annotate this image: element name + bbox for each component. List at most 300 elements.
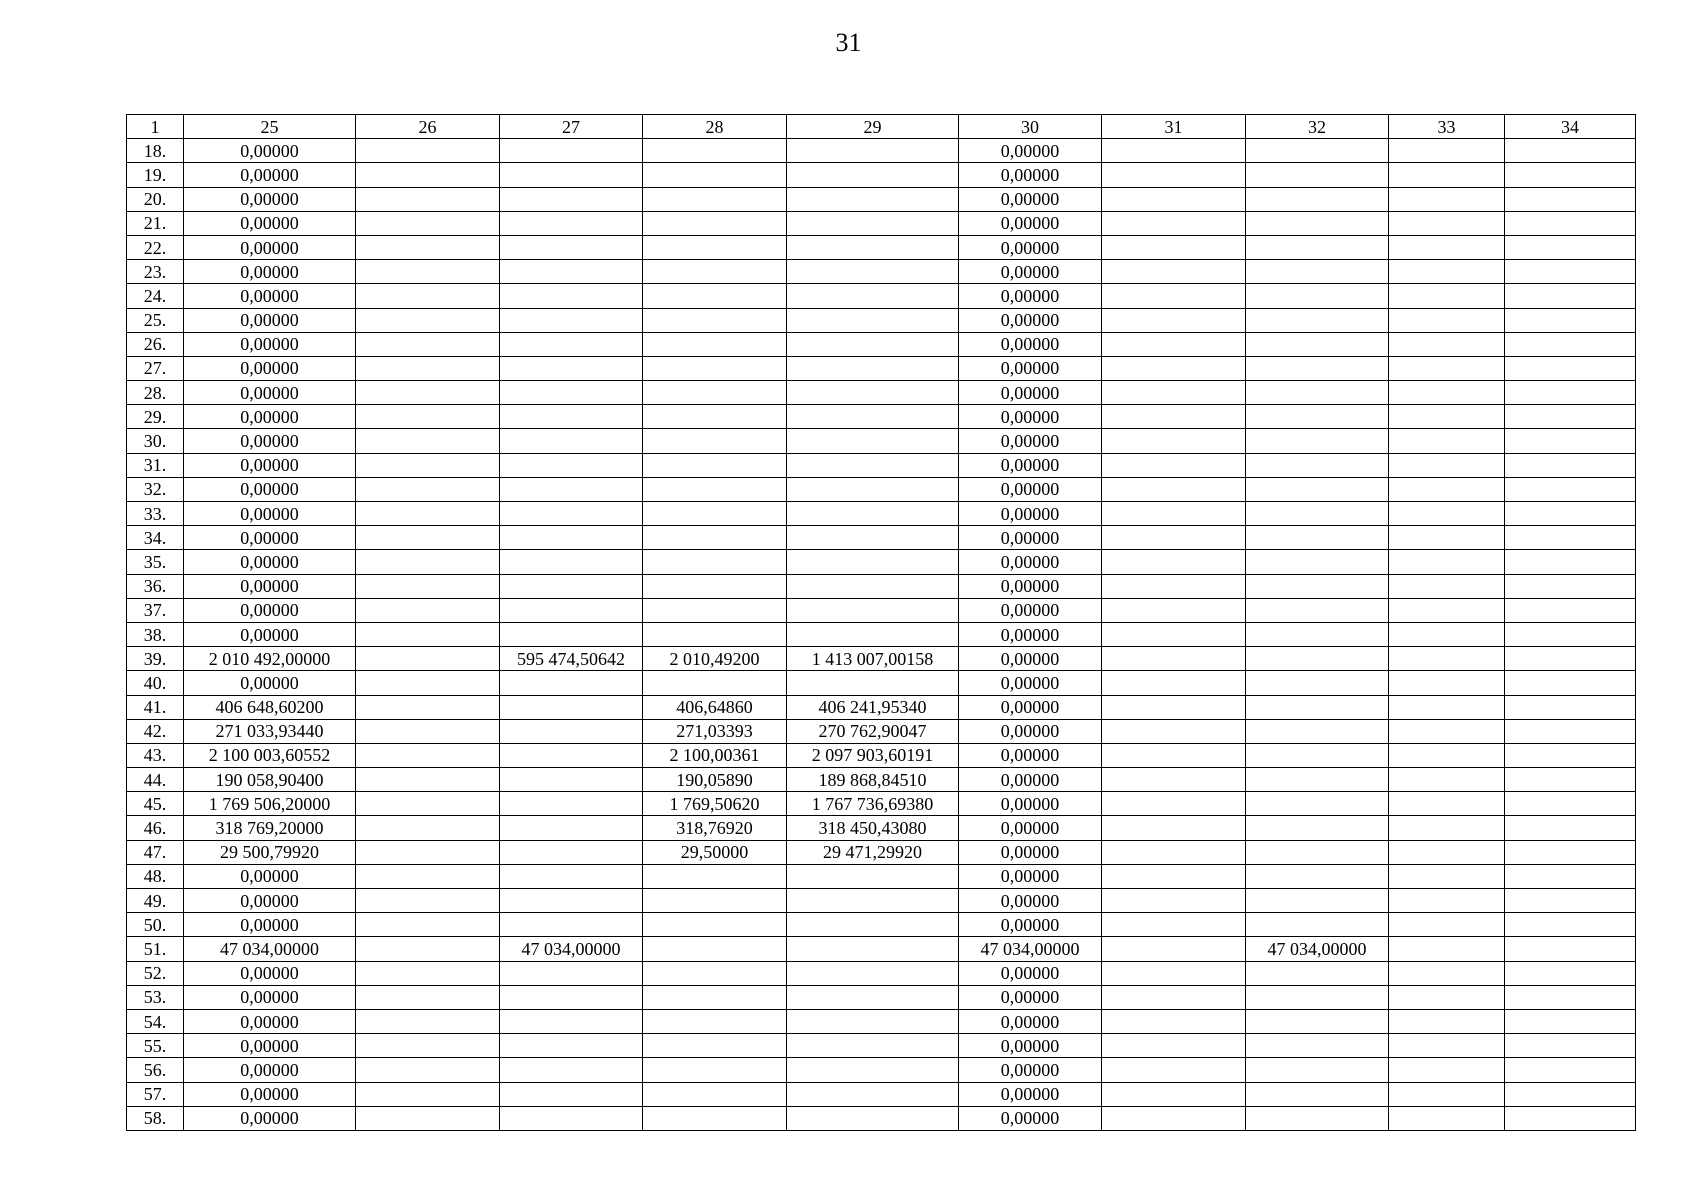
table-cell xyxy=(643,332,787,356)
table-cell xyxy=(787,502,959,526)
table-cell xyxy=(356,768,500,792)
table-cell: 47 034,00000 xyxy=(184,937,356,961)
table-cell: 406 241,95340 xyxy=(787,695,959,719)
table-cell xyxy=(1505,671,1636,695)
table-cell xyxy=(1505,719,1636,743)
table-cell: 0,00000 xyxy=(184,1034,356,1058)
table-cell xyxy=(500,1106,643,1130)
table-row xyxy=(127,937,1636,961)
table-cell xyxy=(1246,574,1389,598)
table-cell xyxy=(1389,647,1505,671)
table-cell xyxy=(1102,356,1246,380)
table-row xyxy=(127,719,1636,743)
table-cell: 0,00000 xyxy=(959,913,1102,937)
table-cell xyxy=(643,550,787,574)
table-cell xyxy=(643,308,787,332)
table-cell xyxy=(356,284,500,308)
table-cell xyxy=(1389,985,1505,1009)
table-cell xyxy=(356,332,500,356)
table-cell xyxy=(1389,1058,1505,1082)
table-cell xyxy=(1505,1009,1636,1033)
table-row xyxy=(127,405,1636,429)
table-cell: 318 769,20000 xyxy=(184,816,356,840)
table-cell xyxy=(356,526,500,550)
table-cell xyxy=(1102,671,1246,695)
table-cell xyxy=(1102,768,1246,792)
table-row xyxy=(127,332,1636,356)
table-cell xyxy=(500,985,643,1009)
table-cell xyxy=(1389,913,1505,937)
table-cell: 0,00000 xyxy=(959,405,1102,429)
table-cell: 0,00000 xyxy=(959,840,1102,864)
table-cell: 0,00000 xyxy=(959,574,1102,598)
table-cell: 0,00000 xyxy=(184,211,356,235)
table-cell xyxy=(1389,768,1505,792)
table-row xyxy=(127,816,1636,840)
table-cell xyxy=(500,477,643,501)
table-cell xyxy=(787,405,959,429)
row-number-cell: 53. xyxy=(127,985,184,1009)
table-cell xyxy=(1246,961,1389,985)
table-cell xyxy=(1102,1034,1246,1058)
table-cell xyxy=(1505,332,1636,356)
table-row xyxy=(127,695,1636,719)
table-row xyxy=(127,1058,1636,1082)
table-cell xyxy=(787,1009,959,1033)
table-cell xyxy=(500,356,643,380)
table-cell xyxy=(1246,308,1389,332)
table-cell xyxy=(787,332,959,356)
table-cell xyxy=(1389,308,1505,332)
row-number-cell: 47. xyxy=(127,840,184,864)
table-cell xyxy=(356,840,500,864)
table-cell xyxy=(500,743,643,767)
table-cell xyxy=(1389,743,1505,767)
table-cell xyxy=(1102,211,1246,235)
table-cell xyxy=(1246,477,1389,501)
table-cell xyxy=(1389,284,1505,308)
row-number-cell: 36. xyxy=(127,574,184,598)
table-row xyxy=(127,840,1636,864)
table-cell xyxy=(1246,405,1389,429)
table-cell xyxy=(1505,840,1636,864)
table-cell xyxy=(500,816,643,840)
table-cell xyxy=(500,1009,643,1033)
table-row xyxy=(127,356,1636,380)
table-cell: 0,00000 xyxy=(959,550,1102,574)
table-cell xyxy=(1505,647,1636,671)
table-cell xyxy=(643,211,787,235)
table-cell xyxy=(643,356,787,380)
table-cell xyxy=(1505,187,1636,211)
table-cell xyxy=(787,453,959,477)
table-cell: 190,05890 xyxy=(643,768,787,792)
table-cell xyxy=(1246,502,1389,526)
table-cell xyxy=(500,405,643,429)
table-cell xyxy=(356,1106,500,1130)
table-cell xyxy=(356,381,500,405)
table-cell xyxy=(1505,381,1636,405)
table-cell xyxy=(1246,622,1389,646)
table-cell xyxy=(643,913,787,937)
table-cell xyxy=(1389,260,1505,284)
table-cell xyxy=(500,695,643,719)
table-cell xyxy=(356,550,500,574)
row-number-cell: 38. xyxy=(127,622,184,646)
table-cell xyxy=(356,985,500,1009)
table-cell: 406,64860 xyxy=(643,695,787,719)
table-cell xyxy=(1246,743,1389,767)
table-cell: 0,00000 xyxy=(184,429,356,453)
table-cell: 0,00000 xyxy=(184,622,356,646)
table-cell xyxy=(1246,260,1389,284)
table-cell xyxy=(1389,453,1505,477)
table-cell xyxy=(643,1106,787,1130)
table-cell: 318,76920 xyxy=(643,816,787,840)
column-header: 30 xyxy=(959,115,1102,139)
table-cell xyxy=(1389,526,1505,550)
table-cell xyxy=(500,671,643,695)
table-cell: 0,00000 xyxy=(959,961,1102,985)
row-number-cell: 24. xyxy=(127,284,184,308)
table-cell xyxy=(500,332,643,356)
table-cell xyxy=(1102,961,1246,985)
table-cell: 2 100 003,60552 xyxy=(184,743,356,767)
table-cell xyxy=(1102,284,1246,308)
table-cell xyxy=(1389,695,1505,719)
table-cell xyxy=(356,913,500,937)
column-header: 26 xyxy=(356,115,500,139)
table-row xyxy=(127,308,1636,332)
table-cell xyxy=(1389,1082,1505,1106)
table-cell xyxy=(1505,163,1636,187)
table-cell: 0,00000 xyxy=(184,381,356,405)
table-cell: 29,50000 xyxy=(643,840,787,864)
table-cell xyxy=(1505,356,1636,380)
table-row xyxy=(127,1082,1636,1106)
table-cell xyxy=(1102,260,1246,284)
table-cell xyxy=(1389,671,1505,695)
table-cell xyxy=(1505,502,1636,526)
table-cell xyxy=(1102,792,1246,816)
table-cell xyxy=(1102,1082,1246,1106)
row-number-cell: 23. xyxy=(127,260,184,284)
table-cell: 0,00000 xyxy=(184,550,356,574)
table-cell xyxy=(1505,574,1636,598)
table-cell xyxy=(1505,889,1636,913)
table-cell xyxy=(1246,1082,1389,1106)
table-cell xyxy=(787,937,959,961)
table-cell xyxy=(1102,163,1246,187)
column-header: 1 xyxy=(127,115,184,139)
table-cell xyxy=(1505,622,1636,646)
table-cell xyxy=(1505,260,1636,284)
row-number-cell: 39. xyxy=(127,647,184,671)
row-number-cell: 58. xyxy=(127,1106,184,1130)
table-cell xyxy=(1505,284,1636,308)
table-cell: 0,00000 xyxy=(184,235,356,259)
table-cell xyxy=(1102,695,1246,719)
row-number-cell: 45. xyxy=(127,792,184,816)
table-cell xyxy=(1246,1009,1389,1033)
table-cell: 0,00000 xyxy=(959,1082,1102,1106)
table-cell xyxy=(787,308,959,332)
table-row xyxy=(127,260,1636,284)
table-cell: 1 767 736,69380 xyxy=(787,792,959,816)
row-number-cell: 22. xyxy=(127,235,184,259)
row-number-cell: 50. xyxy=(127,913,184,937)
table-row xyxy=(127,477,1636,501)
table-cell xyxy=(1102,381,1246,405)
table-row xyxy=(127,622,1636,646)
table-cell: 0,00000 xyxy=(959,477,1102,501)
row-number-cell: 37. xyxy=(127,598,184,622)
table-cell xyxy=(643,429,787,453)
table-cell: 0,00000 xyxy=(184,332,356,356)
table-cell xyxy=(500,308,643,332)
table-row xyxy=(127,453,1636,477)
table-cell: 2 097 903,60191 xyxy=(787,743,959,767)
table-cell: 0,00000 xyxy=(959,622,1102,646)
table-cell xyxy=(1246,695,1389,719)
table-row xyxy=(127,768,1636,792)
table-cell xyxy=(1246,211,1389,235)
table-cell xyxy=(500,235,643,259)
table-cell xyxy=(787,477,959,501)
table-cell xyxy=(643,574,787,598)
row-number-cell: 35. xyxy=(127,550,184,574)
table-cell xyxy=(1102,453,1246,477)
table-cell xyxy=(500,526,643,550)
table-cell xyxy=(787,864,959,888)
table-cell xyxy=(500,792,643,816)
table-cell xyxy=(1246,598,1389,622)
table-cell xyxy=(787,961,959,985)
table-cell xyxy=(1505,792,1636,816)
table-cell xyxy=(1505,429,1636,453)
table-cell: 0,00000 xyxy=(184,598,356,622)
table-cell xyxy=(356,405,500,429)
table-cell xyxy=(1102,719,1246,743)
table-header-row xyxy=(127,115,1636,139)
table-cell xyxy=(500,502,643,526)
table-cell xyxy=(1389,1009,1505,1033)
table-cell xyxy=(1246,284,1389,308)
row-number-cell: 49. xyxy=(127,889,184,913)
table-cell xyxy=(1505,1058,1636,1082)
table-row xyxy=(127,1106,1636,1130)
table-cell xyxy=(1246,381,1389,405)
table-cell: 29 471,29920 xyxy=(787,840,959,864)
table-cell xyxy=(356,139,500,163)
table-cell xyxy=(500,889,643,913)
table-cell xyxy=(643,381,787,405)
row-number-cell: 32. xyxy=(127,477,184,501)
table-row xyxy=(127,913,1636,937)
table-cell xyxy=(356,1009,500,1033)
table-cell: 29 500,79920 xyxy=(184,840,356,864)
table-cell xyxy=(643,235,787,259)
table-cell: 0,00000 xyxy=(959,429,1102,453)
table-cell xyxy=(643,864,787,888)
row-number-cell: 31. xyxy=(127,453,184,477)
table-cell xyxy=(1389,381,1505,405)
table-cell: 0,00000 xyxy=(959,332,1102,356)
table-cell xyxy=(500,864,643,888)
row-number-cell: 29. xyxy=(127,405,184,429)
table-cell xyxy=(787,1082,959,1106)
table-row xyxy=(127,139,1636,163)
table-cell: 0,00000 xyxy=(184,308,356,332)
row-number-cell: 52. xyxy=(127,961,184,985)
table-cell: 0,00000 xyxy=(959,768,1102,792)
table-cell xyxy=(356,889,500,913)
table-cell: 0,00000 xyxy=(184,526,356,550)
table-cell xyxy=(787,187,959,211)
table-cell xyxy=(1389,405,1505,429)
table-cell xyxy=(356,1082,500,1106)
table-cell xyxy=(356,502,500,526)
table-row xyxy=(127,550,1636,574)
table-cell xyxy=(1505,405,1636,429)
table-cell xyxy=(643,163,787,187)
table-row xyxy=(127,381,1636,405)
table-row xyxy=(127,792,1636,816)
table-cell xyxy=(1505,816,1636,840)
table-cell xyxy=(356,743,500,767)
table-cell xyxy=(1505,695,1636,719)
table-cell xyxy=(1246,139,1389,163)
table-cell: 0,00000 xyxy=(184,913,356,937)
table-cell xyxy=(1102,913,1246,937)
table-cell xyxy=(1505,937,1636,961)
table-cell: 1 769,50620 xyxy=(643,792,787,816)
table-cell: 0,00000 xyxy=(959,1034,1102,1058)
table-cell xyxy=(1505,1082,1636,1106)
row-number-cell: 26. xyxy=(127,332,184,356)
table-cell: 0,00000 xyxy=(959,647,1102,671)
table-cell xyxy=(1389,502,1505,526)
table-cell: 2 010,49200 xyxy=(643,647,787,671)
table-cell xyxy=(643,477,787,501)
table-cell xyxy=(356,260,500,284)
table-cell: 189 868,84510 xyxy=(787,768,959,792)
column-header: 31 xyxy=(1102,115,1246,139)
table-cell: 0,00000 xyxy=(184,139,356,163)
table-cell xyxy=(787,574,959,598)
table-cell xyxy=(1102,332,1246,356)
table-cell xyxy=(500,381,643,405)
table-cell xyxy=(1246,550,1389,574)
table-row xyxy=(127,647,1636,671)
table-row xyxy=(127,864,1636,888)
table-cell xyxy=(356,477,500,501)
table-cell: 0,00000 xyxy=(959,235,1102,259)
table-row xyxy=(127,985,1636,1009)
table-cell: 0,00000 xyxy=(184,864,356,888)
table-cell xyxy=(643,502,787,526)
table-cell xyxy=(1389,332,1505,356)
table-cell: 0,00000 xyxy=(959,743,1102,767)
table-cell: 0,00000 xyxy=(959,163,1102,187)
table-cell: 318 450,43080 xyxy=(787,816,959,840)
table-cell xyxy=(1102,864,1246,888)
table-cell xyxy=(1246,235,1389,259)
table-row xyxy=(127,961,1636,985)
table-cell xyxy=(356,937,500,961)
table-cell xyxy=(500,719,643,743)
table-cell xyxy=(787,211,959,235)
data-table xyxy=(126,114,1636,1131)
table-cell xyxy=(1505,961,1636,985)
table-cell: 0,00000 xyxy=(959,211,1102,235)
table-cell xyxy=(1102,235,1246,259)
table-cell xyxy=(643,405,787,429)
table-cell xyxy=(787,622,959,646)
table-cell xyxy=(1389,598,1505,622)
table-cell xyxy=(1246,985,1389,1009)
row-number-cell: 57. xyxy=(127,1082,184,1106)
table-cell: 0,00000 xyxy=(959,1009,1102,1033)
table-cell xyxy=(1389,840,1505,864)
row-number-cell: 18. xyxy=(127,139,184,163)
table-cell: 0,00000 xyxy=(184,889,356,913)
row-number-cell: 43. xyxy=(127,743,184,767)
table-cell xyxy=(356,211,500,235)
column-header: 32 xyxy=(1246,115,1389,139)
row-number-cell: 44. xyxy=(127,768,184,792)
table-row xyxy=(127,1034,1636,1058)
table-cell xyxy=(1102,1058,1246,1082)
table-cell xyxy=(1505,1106,1636,1130)
table-cell xyxy=(1389,477,1505,501)
table-cell: 0,00000 xyxy=(959,864,1102,888)
table-cell xyxy=(1102,405,1246,429)
table-cell xyxy=(500,598,643,622)
table-cell xyxy=(500,284,643,308)
table-cell: 0,00000 xyxy=(184,574,356,598)
table-cell xyxy=(643,1009,787,1033)
table-cell xyxy=(356,695,500,719)
table-cell xyxy=(1102,187,1246,211)
table-cell xyxy=(356,647,500,671)
table-cell xyxy=(356,1058,500,1082)
table-cell xyxy=(1246,840,1389,864)
table-cell xyxy=(500,453,643,477)
table-cell: 271 033,93440 xyxy=(184,719,356,743)
table-cell: 0,00000 xyxy=(959,816,1102,840)
table-cell xyxy=(787,381,959,405)
table-cell: 0,00000 xyxy=(184,1009,356,1033)
table-cell xyxy=(356,719,500,743)
table-cell: 0,00000 xyxy=(184,671,356,695)
table-cell xyxy=(1102,1009,1246,1033)
table-cell xyxy=(1246,647,1389,671)
table-cell xyxy=(643,453,787,477)
table-cell xyxy=(787,598,959,622)
table-cell xyxy=(787,985,959,1009)
table-cell xyxy=(356,864,500,888)
row-number-cell: 55. xyxy=(127,1034,184,1058)
table-cell xyxy=(1102,889,1246,913)
table-cell xyxy=(1102,937,1246,961)
table-cell xyxy=(500,429,643,453)
column-header: 34 xyxy=(1505,115,1636,139)
table-cell xyxy=(1389,864,1505,888)
table-cell xyxy=(500,1058,643,1082)
table-cell xyxy=(643,139,787,163)
table-cell xyxy=(1505,913,1636,937)
